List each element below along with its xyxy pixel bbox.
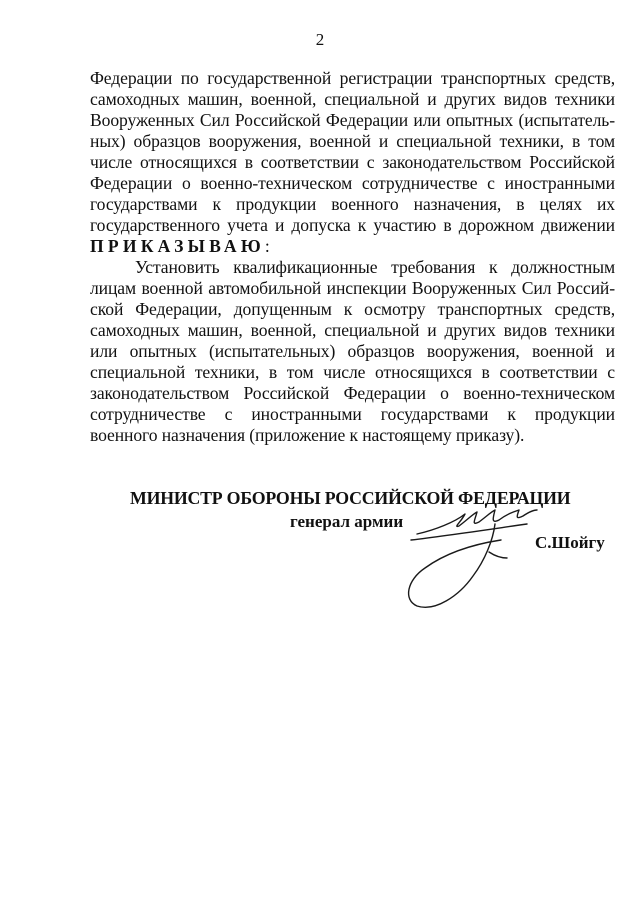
order-colon: : [264, 236, 270, 256]
text-line: или опытных (испытательных) образцов вооружения, военной и [90, 341, 615, 361]
signatory-rank: генерал армии [290, 512, 404, 531]
signatory-name: С.Шойгу [535, 533, 605, 552]
order-word: ПРИКАЗЫВАЮ [90, 236, 265, 256]
text-line: Федерации по государственной регистрации транспортных средств, [90, 68, 615, 88]
text-line: Вооруженных Сил Российской Федерации или опытных (испытатель- [90, 110, 615, 130]
page-number: 2 [315, 30, 325, 49]
text-line: Установить квалификационные требования к должностным [135, 257, 615, 277]
text-line: ных) образцов вооружения, военной и специальной техники, в том [90, 131, 615, 151]
text-line: законодательством Российской Федерации о военно-техническом [90, 383, 615, 403]
text-line: самоходных машин, военной, специальной и других видов техники [90, 320, 615, 340]
signatory-title: МИНИСТР ОБОРОНЫ РОССИЙСКОЙ ФЕДЕРАЦИИ [130, 488, 571, 508]
text-line: числе относящихся в соответствии с законодательством Российской [90, 152, 615, 172]
text-line: лицам военной автомобильной инспекции Вооруженных Сил Россий- [90, 278, 615, 298]
handwritten-signature [395, 500, 545, 615]
text-line: военного назначения (приложение к настоящему приказу). [90, 425, 525, 445]
text-line: государственного учета и допуска к участию в дорожном движении [90, 215, 615, 235]
text-line: специальной техники, в том числе относящихся в соответствии с [90, 362, 615, 382]
text-line: ской Федерации, допущенным к осмотру транспортных средств, [90, 299, 615, 319]
order-heading [90, 236, 270, 256]
text-line: государствами к продукции военного назначения, в целях их [90, 194, 615, 214]
text-line: сотрудничестве с иностранными государствами к продукции [90, 404, 615, 424]
text-line: Федерации о военно-техническом сотрудничестве с иностранными [90, 173, 615, 193]
text-line: самоходных машин, военной, специальной и других видов техники [90, 89, 615, 109]
